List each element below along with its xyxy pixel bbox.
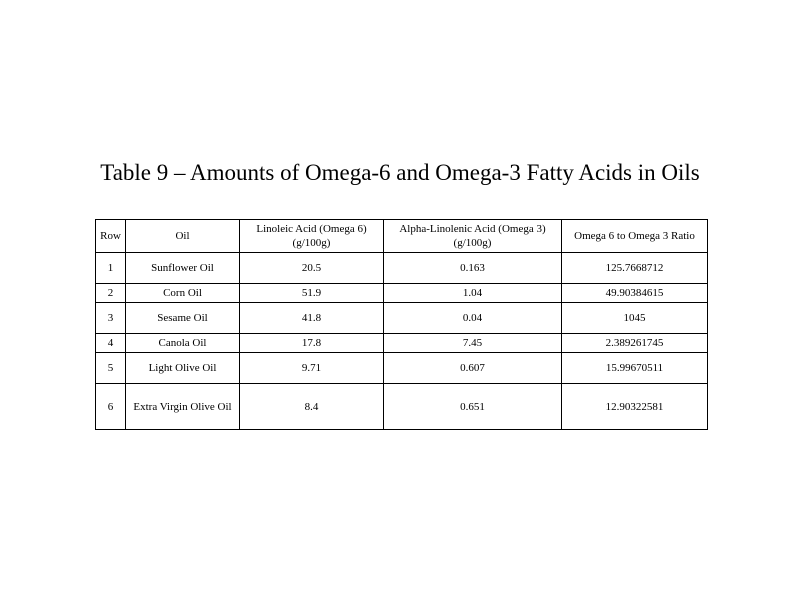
cell-alpha-linolenic-acid: 0.163 [384, 253, 562, 284]
cell-row-number: 5 [96, 353, 126, 384]
cell-ratio: 15.99670511 [562, 353, 708, 384]
cell-row-number: 3 [96, 303, 126, 334]
cell-linoleic-acid: 41.8 [240, 303, 384, 334]
column-header-oil: Oil [126, 220, 240, 253]
table-row [96, 353, 708, 384]
cell-oil: Sesame Oil [126, 303, 240, 334]
cell-row-number: 4 [96, 334, 126, 353]
cell-alpha-linolenic-acid: 0.04 [384, 303, 562, 334]
cell-linoleic-acid: 9.71 [240, 353, 384, 384]
table-row [96, 334, 708, 353]
table-row [96, 284, 708, 303]
cell-ratio: 125.7668712 [562, 253, 708, 284]
cell-row-number: 1 [96, 253, 126, 284]
cell-linoleic-acid: 8.4 [240, 384, 384, 430]
column-header-alpha-linolenic-acid: Alpha-Linolenic Acid (Omega 3) (g/100g) [384, 220, 562, 253]
cell-oil: Canola Oil [126, 334, 240, 353]
table-row [96, 303, 708, 334]
cell-linoleic-acid: 17.8 [240, 334, 384, 353]
cell-linoleic-acid: 20.5 [240, 253, 384, 284]
table-row [96, 384, 708, 430]
column-header-linoleic-acid: Linoleic Acid (Omega 6) (g/100g) [240, 220, 384, 253]
cell-alpha-linolenic-acid: 7.45 [384, 334, 562, 353]
cell-alpha-linolenic-acid: 0.607 [384, 353, 562, 384]
header-row [96, 220, 708, 253]
column-header-ratio: Omega 6 to Omega 3 Ratio [562, 220, 708, 253]
cell-ratio: 1045 [562, 303, 708, 334]
cell-ratio: 12.90322581 [562, 384, 708, 430]
cell-alpha-linolenic-acid: 1.04 [384, 284, 562, 303]
cell-row-number: 6 [96, 384, 126, 430]
column-header-row: Row [96, 220, 126, 253]
table-title: Table 9 – Amounts of Omega-6 and Omega-3 Fatty Acids in Oils [100, 160, 700, 185]
omega-fatty-acids-table [95, 219, 708, 430]
cell-oil: Extra Virgin Olive Oil [126, 384, 240, 430]
table-row [96, 253, 708, 284]
cell-alpha-linolenic-acid: 0.651 [384, 384, 562, 430]
cell-oil: Sunflower Oil [126, 253, 240, 284]
cell-ratio: 2.389261745 [562, 334, 708, 353]
cell-linoleic-acid: 51.9 [240, 284, 384, 303]
cell-oil: Light Olive Oil [126, 353, 240, 384]
cell-row-number: 2 [96, 284, 126, 303]
cell-ratio: 49.90384615 [562, 284, 708, 303]
cell-oil: Corn Oil [126, 284, 240, 303]
